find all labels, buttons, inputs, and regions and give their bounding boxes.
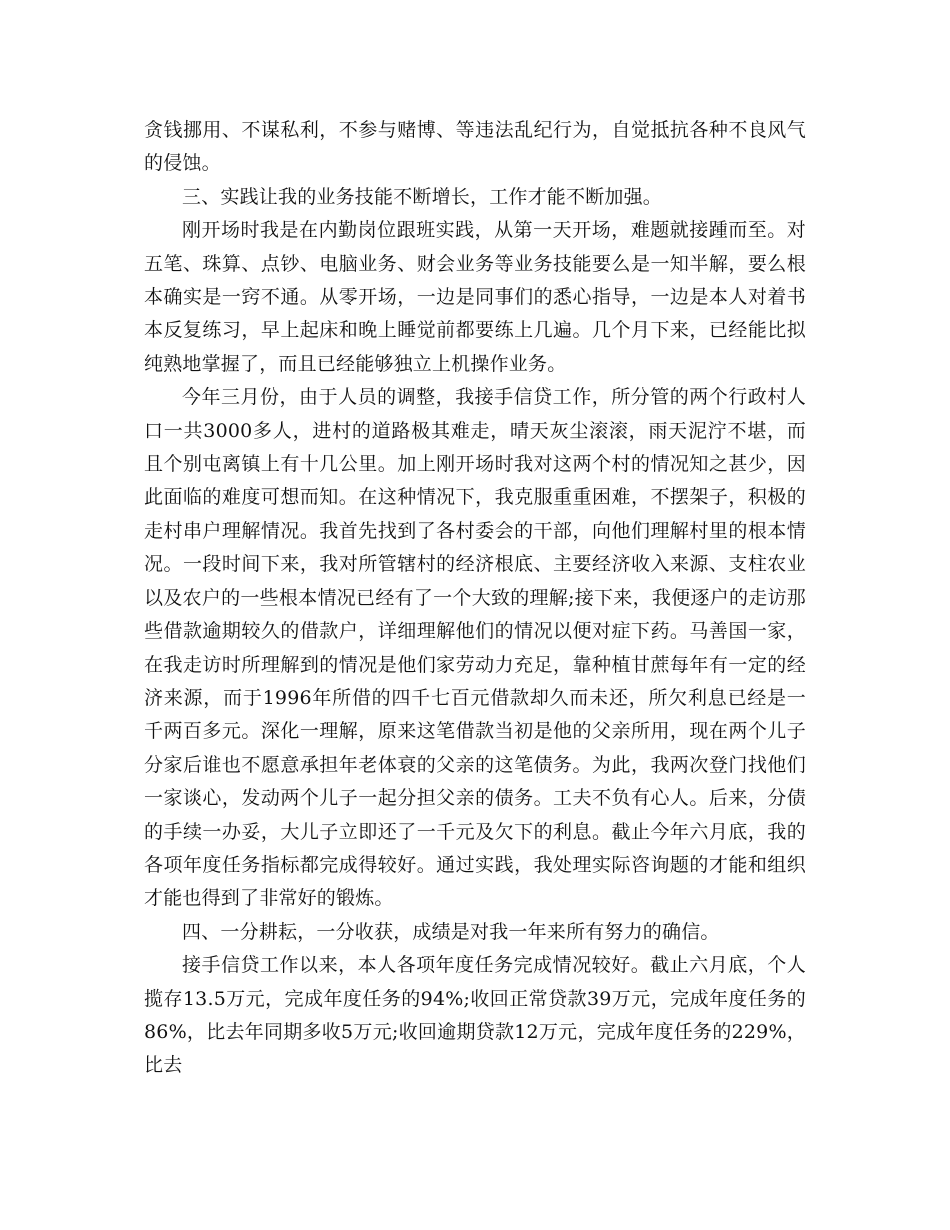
paragraph-continuation: 贪钱挪用、不谋私利，不参与赌博、等违法乱纪行为，自觉抵抗各种不良风气的侵蚀。	[144, 119, 806, 175]
paragraph-credit-work: 今年三月份，由于人员的调整，我接手信贷工作，所分管的两个行政村人口一共3000多人，进村的道路极其难走，晴天灰尘滚滚，雨天泥泞不堪，而且个别屯离镇上有十几公里。加上刚开场时我对这两个村的情况知之甚少，因此面临的难度可想而知。在这种情况下，我克服重重困难，不摆架子，积极的走村串户理解情况。我首先找到了各村委会的干部，向他们理解村里的根本情况。一段时间下来，我对所管辖村的经济根底、主要经济收入来源、支柱农业以及农户的一些根本情况已经有了一个大致的理解;接下来，我便逐户的走访那些借款逾期较久的借款户，详细理解他们的情况以便对症下药。马善国一家，在我走访时所理解到的情况是他们家劳动力充足，靠种植甘蔗每年有一定的经济来源，而于1996年所借的四千七百元借款却久而未还，所欠利息已经是一千两百多元。深化一理解，原来这笔借款当初是他的父亲所用，现在两个儿子分家后谁也不愿意承担年老体衰的父亲的这笔债务。为此，我两次登门找他们一家谈心，发动两个儿子一起分担父亲的债务。工夫不负有心人。后来，分债的手续一办妥，大儿子立即还了一千元及欠下的利息。截止今年六月底，我的各项年度任务指标都完成得较好。通过实践，我处理实际咨询题的才能和组织才能也得到了非常好的锻炼。	[144, 386, 806, 910]
section-heading-four: 四、一分耕耘，一分收获，成绩是对我一年来所有努力的确信。	[182, 920, 720, 943]
section-heading-three: 三、实践让我的业务技能不断增长，工作才能不断加强。	[182, 185, 663, 208]
paragraph-task-results: 接手信贷工作以来，本人各项年度任务完成情况较好。截止六月底，个人揽存13.5万元，完成年度任务的94%;收回正常贷款39万元，完成年度任务的86%，比去年同期多收5万元;收回逾期贷款12万元，完成年度任务的229%，比去	[144, 954, 806, 1077]
document-body	[144, 114, 806, 1083]
paragraph-internal-training: 刚开场时我是在内勤岗位跟班实践，从第一天开场，难题就接踵而至。对五笔、珠算、点钞、电脑业务、财会业务等业务技能要么是一知半解，要么根本确实是一窍不通。从零开场，一边是同事们的悉心指导，一边是本人对着书本反复练习，早上起床和晚上睡觉前都要练上几遍。几个月下来，已经能比拟纯熟地掌握了，而且已经能够独立上机操作业务。	[144, 219, 806, 375]
